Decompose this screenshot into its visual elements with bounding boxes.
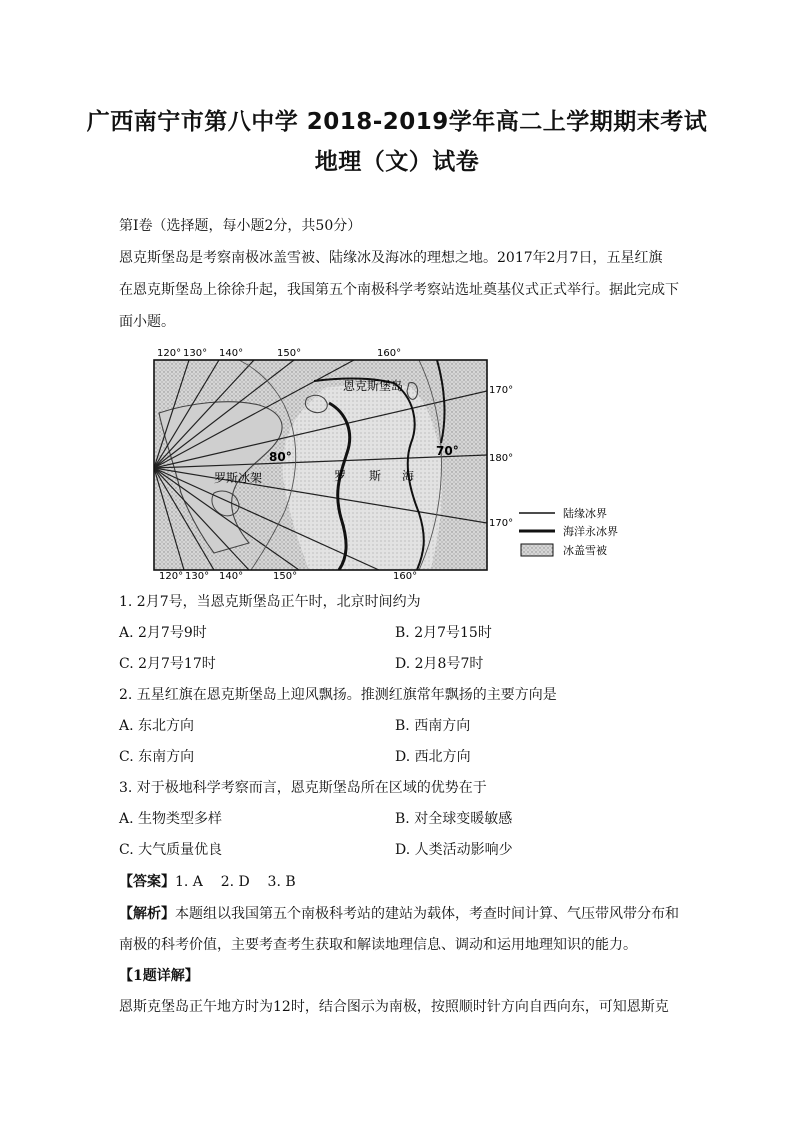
- lon-label-bottom-130: 130°: [185, 571, 210, 582]
- lon-label-top-120: 120°: [157, 348, 182, 359]
- lon-label-top-130: 130°: [183, 348, 208, 359]
- question-1-option-c: C. 2月7号17时: [119, 656, 216, 672]
- document-title: 广西南宁市第八中学 2018-2019学年高二上学期期末考试: [86, 109, 708, 135]
- lon-label-bottom-120: 120°: [159, 571, 184, 582]
- lat-label-80: 80°: [269, 450, 292, 464]
- lon-label-bottom-160: 160°: [393, 571, 418, 582]
- lon-label-bottom-140: 140°: [219, 571, 244, 582]
- lon-label-top-140: 140°: [219, 348, 244, 359]
- section-heading: 第Ⅰ卷（选择题，每小题2分，共50分）: [119, 218, 362, 234]
- ross-sea-map: [119, 343, 664, 583]
- legend-ice-cover-symbol: [521, 544, 553, 556]
- detail-line-1: 恩斯克堡岛正午地方时为12时，结合图示为南极，按照顺时针方向自西向东，可知恩斯克: [119, 999, 669, 1015]
- lon-label-right-170-bottom: 170°: [489, 518, 514, 529]
- question-3-option-b: B. 对全球变暖敏感: [395, 811, 513, 827]
- answer-text: 1. A 2. D 3. B: [175, 874, 296, 890]
- sea-label-char-3: 海: [402, 469, 415, 483]
- lon-label-right-180: 180°: [489, 453, 514, 464]
- lon-label-right-170-top: 170°: [489, 385, 514, 396]
- question-3-option-a: A. 生物类型多样: [119, 811, 223, 827]
- sea-label-char-1: 罗: [334, 469, 347, 483]
- legend-sea-ice-label: 海洋永冰界: [563, 525, 618, 538]
- question-1-option-a: A. 2月7号9时: [119, 625, 207, 641]
- legend-ice-cover-label: 冰盖雪被: [563, 544, 607, 557]
- question-1-option-b: B. 2月7号15时: [395, 625, 492, 641]
- question-3-stem: 3. 对于极地科学考察而言，恩克斯堡岛所在区域的优势在于: [119, 780, 487, 796]
- question-2-option-b: B. 西南方向: [395, 718, 471, 734]
- analysis-label: 【解析】: [119, 906, 175, 922]
- ice-shelf-label: 罗斯冰架: [214, 471, 263, 485]
- document-subtitle: 地理（文）试卷: [314, 149, 480, 175]
- legend-continental-ice-label: 陆缘冰界: [563, 507, 607, 520]
- analysis-line-1: [119, 904, 679, 924]
- lon-label-top-150: 150°: [277, 348, 302, 359]
- intro-line-1: 恩克斯堡岛是考察南极冰盖雪被、陆缘冰及海冰的理想之地。2017年2月7日，五星红旗: [119, 250, 663, 266]
- analysis-line-2: 南极的科考价值，主要考查考生获取和解读地理信息、调动和运用地理知识的能力。: [119, 937, 637, 953]
- intro-line-2: 在恩克斯堡岛上徐徐升起，我国第五个南极科学考察站选址奠基仪式正式举行。据此完成下: [119, 282, 679, 298]
- sea-label-char-2: 斯: [369, 469, 382, 483]
- lat-label-70: 70°: [436, 444, 459, 458]
- question-1-option-d: D. 2月8号7时: [395, 656, 484, 672]
- lon-label-top-160: 160°: [377, 348, 402, 359]
- answer-label: 【答案】: [119, 874, 175, 890]
- question-2-option-a: A. 东北方向: [119, 718, 195, 734]
- question-1-stem: 1. 2月7号，当恩克斯堡岛正午时，北京时间约为: [119, 594, 421, 610]
- detail-heading: 【1题详解】: [119, 968, 199, 984]
- analysis-text-1: 本题组以我国第五个南极科考站的建站为载体，考查时间计算、气压带风带分布和: [175, 906, 679, 922]
- island-label: 恩克斯堡岛: [343, 379, 404, 393]
- question-3-option-c: C. 大气质量优良: [119, 842, 223, 858]
- question-2-option-c: C. 东南方向: [119, 749, 195, 765]
- lon-label-bottom-150: 150°: [273, 571, 298, 582]
- question-2-stem: 2. 五星红旗在恩克斯堡岛上迎风飘扬。推测红旗常年飘扬的主要方向是: [119, 687, 557, 703]
- question-2-option-d: D. 西北方向: [395, 749, 471, 765]
- answer-line: [119, 872, 679, 892]
- intro-line-3: 面小题。: [119, 314, 175, 330]
- question-3-option-d: D. 人类活动影响少: [395, 842, 513, 858]
